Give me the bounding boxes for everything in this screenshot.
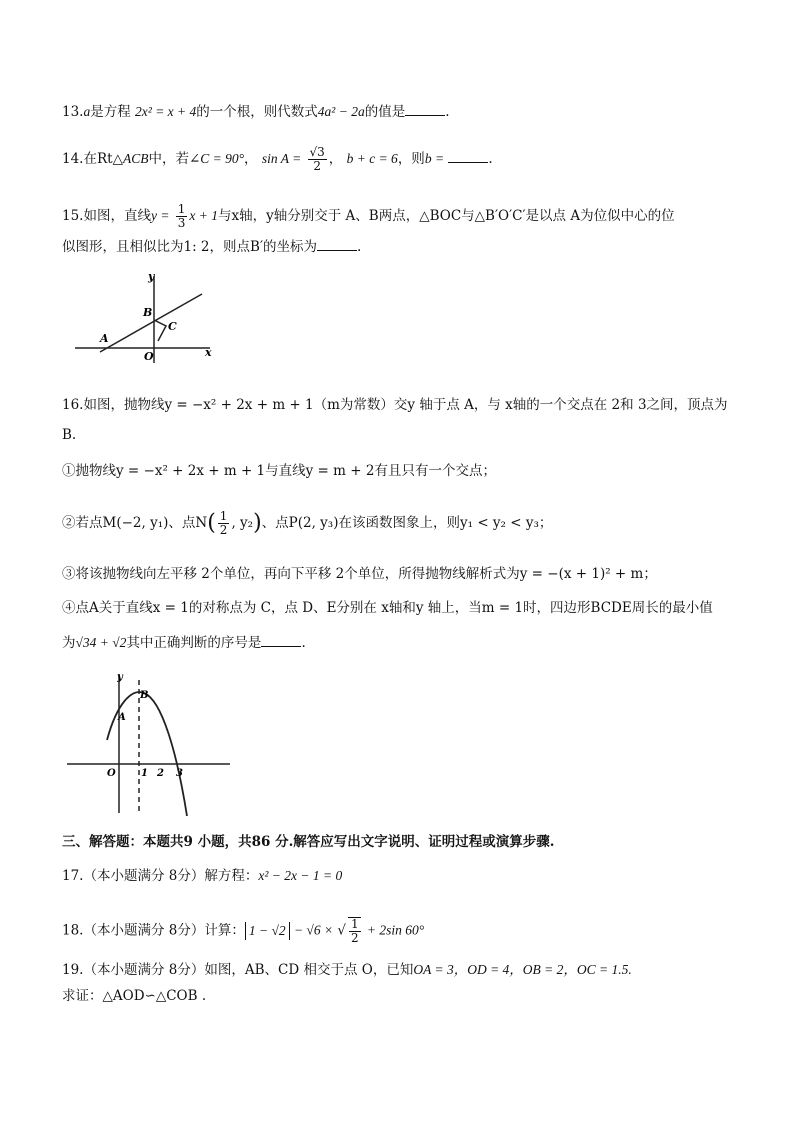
q15-label-c: C bbox=[168, 320, 177, 333]
q16-figure bbox=[62, 668, 242, 818]
question-15-line-2 bbox=[62, 236, 361, 257]
q15-label-a: A bbox=[100, 332, 109, 345]
question-13 bbox=[62, 101, 450, 122]
q17-text: 17.（本小题满分 8分）解方程： bbox=[62, 868, 259, 884]
question-16-line-2 bbox=[62, 425, 76, 445]
q16-label-2: 2 bbox=[157, 768, 164, 779]
q16-answer-blank[interactable] bbox=[261, 632, 301, 647]
q14-ask: b = bbox=[424, 151, 445, 166]
q14-answer-blank[interactable] bbox=[448, 148, 488, 163]
question-14: 14.在Rt△ACB中，若∠C = 90°， sin A = $\frac{√3}{2}$ ， b + c = 6，则b = . bbox=[62, 145, 493, 173]
q16-text-1: 16.如图，抛物线y = −x² + 2x + m + 1（m为常数）交y 轴于点 A，与 x轴的一个交点在 2和 3之间，顶点为 bbox=[62, 397, 728, 413]
q18-mid: − √6 × bbox=[293, 922, 334, 938]
q14-text-1: 在Rt△ bbox=[83, 151, 123, 167]
q16-statement-3-text: ③将该抛物线向左平移 2个单位，再向下平移 2个单位，所得抛物线解析式为y = −(x + 1)² + m； bbox=[62, 566, 657, 582]
q15-text-1: 15.如图，直线 bbox=[62, 208, 151, 224]
q14-sin: sin A = bbox=[261, 151, 302, 166]
q16-s4-math: √34 + √2 bbox=[75, 635, 127, 650]
q16-s2-text-b: , y₂ bbox=[231, 515, 254, 531]
question-16-line-1 bbox=[62, 395, 728, 415]
q16-label-1: 1 bbox=[141, 768, 148, 779]
question-17 bbox=[62, 866, 342, 886]
q18-tail: + 2sin 60° bbox=[366, 922, 425, 938]
q16-s2-frac-numerator: 1 bbox=[219, 509, 228, 523]
question-16-statement-4-line-2 bbox=[62, 632, 306, 653]
q16-statement-1-text: ①抛物线y = −x² + 2x + m + 1与直线y = m + 2有且只有一个交点； bbox=[62, 463, 496, 479]
q15-end: . bbox=[357, 239, 362, 255]
q13-expression: 4a² − 2a bbox=[317, 104, 365, 119]
q16-s2-fraction bbox=[218, 510, 230, 537]
q16-s2-paren-close: ) bbox=[253, 510, 262, 536]
q13-text-1: 是方程 bbox=[90, 104, 131, 120]
q13-text-3: 的值是 bbox=[364, 104, 406, 120]
q18-absolute-value: 1 − √2 bbox=[245, 922, 290, 940]
q14-number: 14. bbox=[62, 151, 84, 167]
q15-label-o: O bbox=[144, 350, 154, 363]
question-19-line-2 bbox=[62, 986, 206, 1006]
q15-figure bbox=[70, 268, 220, 368]
q13-end: . bbox=[445, 104, 450, 120]
q13-equation: 2x² = x + 4 bbox=[135, 104, 197, 119]
q14-condition: b + c = 6 bbox=[346, 151, 398, 166]
q14-end: . bbox=[488, 151, 493, 167]
q14-angle: ∠C = 90° bbox=[188, 151, 245, 166]
q18-radical-sign: √ bbox=[337, 922, 346, 939]
question-18 bbox=[62, 917, 424, 945]
q19-values: OA = 3，OD = 4，OB = 2，OC = 1.5. bbox=[413, 962, 632, 977]
q15-label-y: y bbox=[148, 270, 155, 283]
q19-text-2: 求证：△AOD∽△COB . bbox=[62, 988, 207, 1004]
q16-s2-frac-denominator: 2 bbox=[219, 523, 228, 537]
question-19-line-1 bbox=[62, 960, 632, 980]
q15-y-eq: y = bbox=[150, 208, 170, 223]
q16-s2-text-c: 、点P(2, y₃)在该函数图象上，则y₁ < y₂ < y₃； bbox=[261, 515, 553, 531]
q16-label-a: A bbox=[118, 712, 126, 723]
q15-frac-denominator: 3 bbox=[177, 216, 186, 230]
question-16-statement-2 bbox=[62, 510, 552, 537]
q17-equation: x² − 2x − 1 = 0 bbox=[258, 868, 343, 883]
q16-text-2: B. bbox=[62, 427, 77, 443]
q16-statement-4-text: ④点A关于直线x = 1的对称点为 C，点 D、E分别在 x轴和y 轴上，当m = 1时，四边形BCDE周长的最小值 bbox=[62, 600, 713, 616]
q13-number: 13. bbox=[62, 104, 84, 120]
q16-s4-text-b: 其中正确判断的序号是 bbox=[126, 635, 262, 651]
q15-triangle-boc bbox=[154, 320, 166, 341]
q18-rad-denominator: 2 bbox=[350, 931, 359, 945]
question-16-statement-1 bbox=[62, 461, 496, 481]
q19-text-1: 19.（本小题满分 8分）如图，AB、CD 相交于点 O，已知 bbox=[62, 962, 414, 978]
q18-rad-numerator: 1 bbox=[350, 917, 359, 931]
q13-var-a: a bbox=[83, 104, 91, 119]
q15-fraction bbox=[176, 203, 188, 230]
q15-line-ab bbox=[100, 294, 202, 352]
q18-radical-fraction bbox=[348, 917, 361, 945]
q14-frac-numerator: √3 bbox=[309, 145, 325, 159]
q14-frac-denominator: 2 bbox=[313, 159, 321, 173]
q13-answer-blank[interactable] bbox=[405, 101, 445, 116]
section-3-title: 三、解答题：本题共9 小题，共86 分.解答应写出文字说明、证明过程或演算步骤. bbox=[62, 834, 555, 850]
q16-label-o: O bbox=[107, 768, 116, 779]
question-16-statement-3 bbox=[62, 564, 657, 584]
q14-text-3: ，则 bbox=[397, 151, 425, 167]
q15-line-rest: x + 1 bbox=[189, 208, 219, 223]
q15-answer-blank[interactable] bbox=[317, 236, 357, 251]
q16-label-3: 3 bbox=[176, 768, 183, 779]
q16-s2-paren-open: ( bbox=[207, 510, 216, 536]
q14-fraction bbox=[308, 146, 327, 173]
q15-label-x: x bbox=[205, 346, 212, 359]
q16-end: . bbox=[301, 635, 306, 651]
q13-text-2: 的一个根，则代数式 bbox=[196, 104, 318, 120]
question-15-line-1 bbox=[62, 203, 675, 230]
q16-label-b: B bbox=[140, 690, 149, 701]
q14-text-2: 中，若 bbox=[148, 151, 189, 167]
q15-label-b: B bbox=[143, 306, 153, 319]
q16-label-y: y bbox=[117, 672, 123, 683]
q15-frac-numerator: 1 bbox=[177, 202, 186, 216]
q18-text: 18.（本小题满分 8分）计算： bbox=[62, 922, 245, 939]
q16-s2-text-a: ②若点M(−2, y₁)、点N bbox=[62, 515, 208, 531]
q14-triangle: ACB bbox=[122, 151, 149, 166]
q16-s4-text-a: 为 bbox=[62, 635, 76, 651]
question-16-statement-4-line-1 bbox=[62, 598, 713, 618]
q15-text-2: 与x轴，y轴分别交于 A、B两点，△BOC与△B′O′C′是以点 A为位似中心的位 bbox=[218, 208, 675, 224]
q15-text-3: 似图形，且相似比为1: 2，则点B′的坐标为 bbox=[62, 239, 318, 255]
